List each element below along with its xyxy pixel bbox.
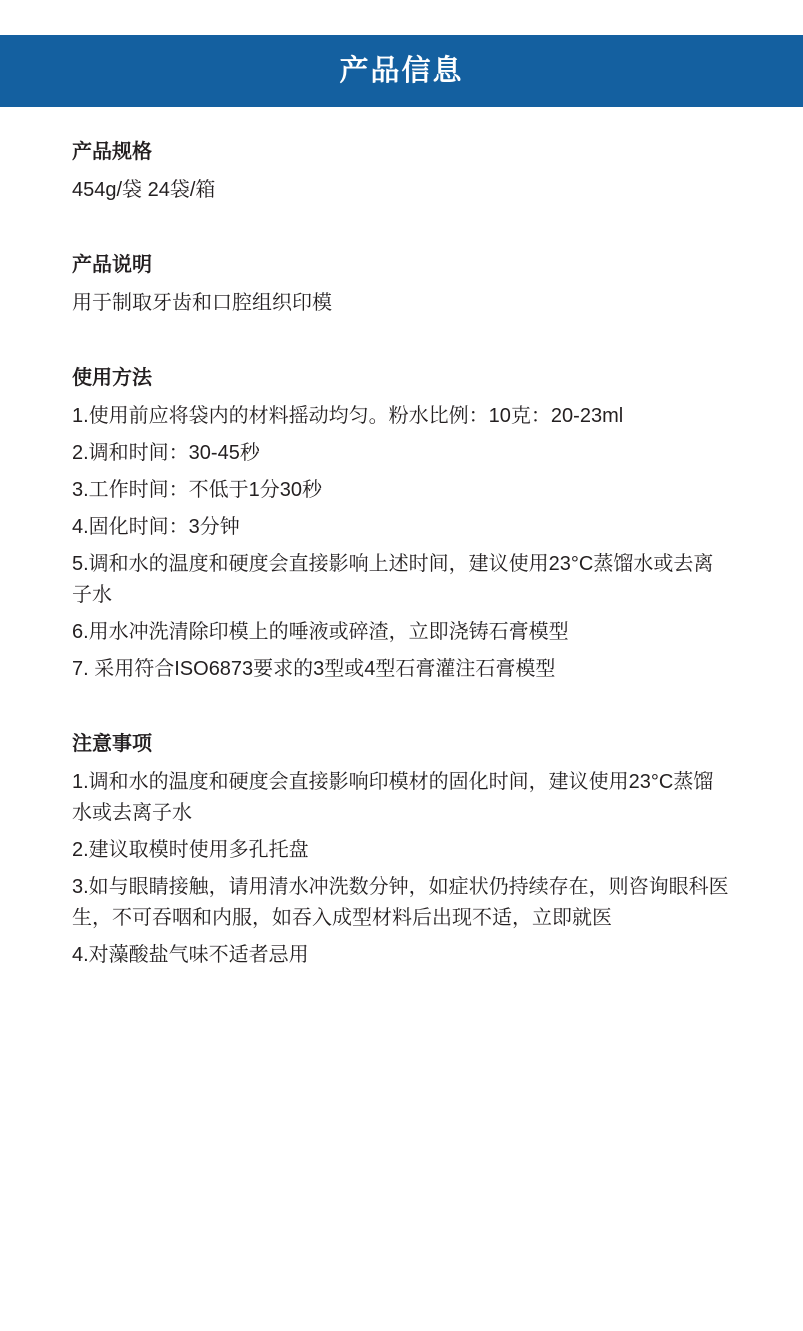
section-gap [72,208,731,250]
section-precautions [72,729,731,971]
content-body [0,107,803,1017]
section-heading: 注意事项 [72,733,152,755]
section-line: 1.使用前应将袋内的材料摇动均匀。粉水比例：10克：20-23ml [72,405,624,427]
section-product-spec [72,137,731,206]
section-instructions [72,363,731,685]
section-line: 1.调和水的温度和硬度会直接影响印模材的固化时间，建议使用23°C蒸馏水或去离子水 [72,771,714,824]
top-spacer [0,0,803,35]
section-line: 6.用水冲洗清除印模上的唾液或碎渣，立即浇铸石膏模型 [72,621,569,643]
section-heading: 产品规格 [72,141,152,163]
section-gap [72,691,731,729]
section-line: 454g/袋 24袋/箱 [72,179,216,201]
section-line: 3.工作时间：不低于1分30秒 [72,479,323,501]
section-line: 7. 采用符合ISO6873要求的3型或4型石膏灌注石膏模型 [72,658,556,680]
section-line: 4.对藻酸盐气味不适者忌用 [72,944,309,966]
section-heading: 产品说明 [72,254,152,276]
page-title: 产品信息 [339,54,464,87]
section-line: 2.调和时间：30-45秒 [72,442,260,464]
page-banner [0,35,803,107]
section-gap [72,321,731,363]
section-line: 用于制取牙齿和口腔组织印模 [72,292,332,314]
section-line: 2.建议取模时使用多孔托盘 [72,839,309,861]
section-line: 3.如与眼睛接触，请用清水冲洗数分钟，如症状仍持续存在，则咨询眼科医生，不可吞咽和内服，如吞入成型材料后出现不适，立即就医 [72,876,729,929]
section-product-description [72,250,731,319]
section-line: 5.调和水的温度和硬度会直接影响上述时间，建议使用23°C蒸馏水或去离子水 [72,553,714,606]
section-heading: 使用方法 [72,367,152,389]
section-line: 4.固化时间：3分钟 [72,516,240,538]
